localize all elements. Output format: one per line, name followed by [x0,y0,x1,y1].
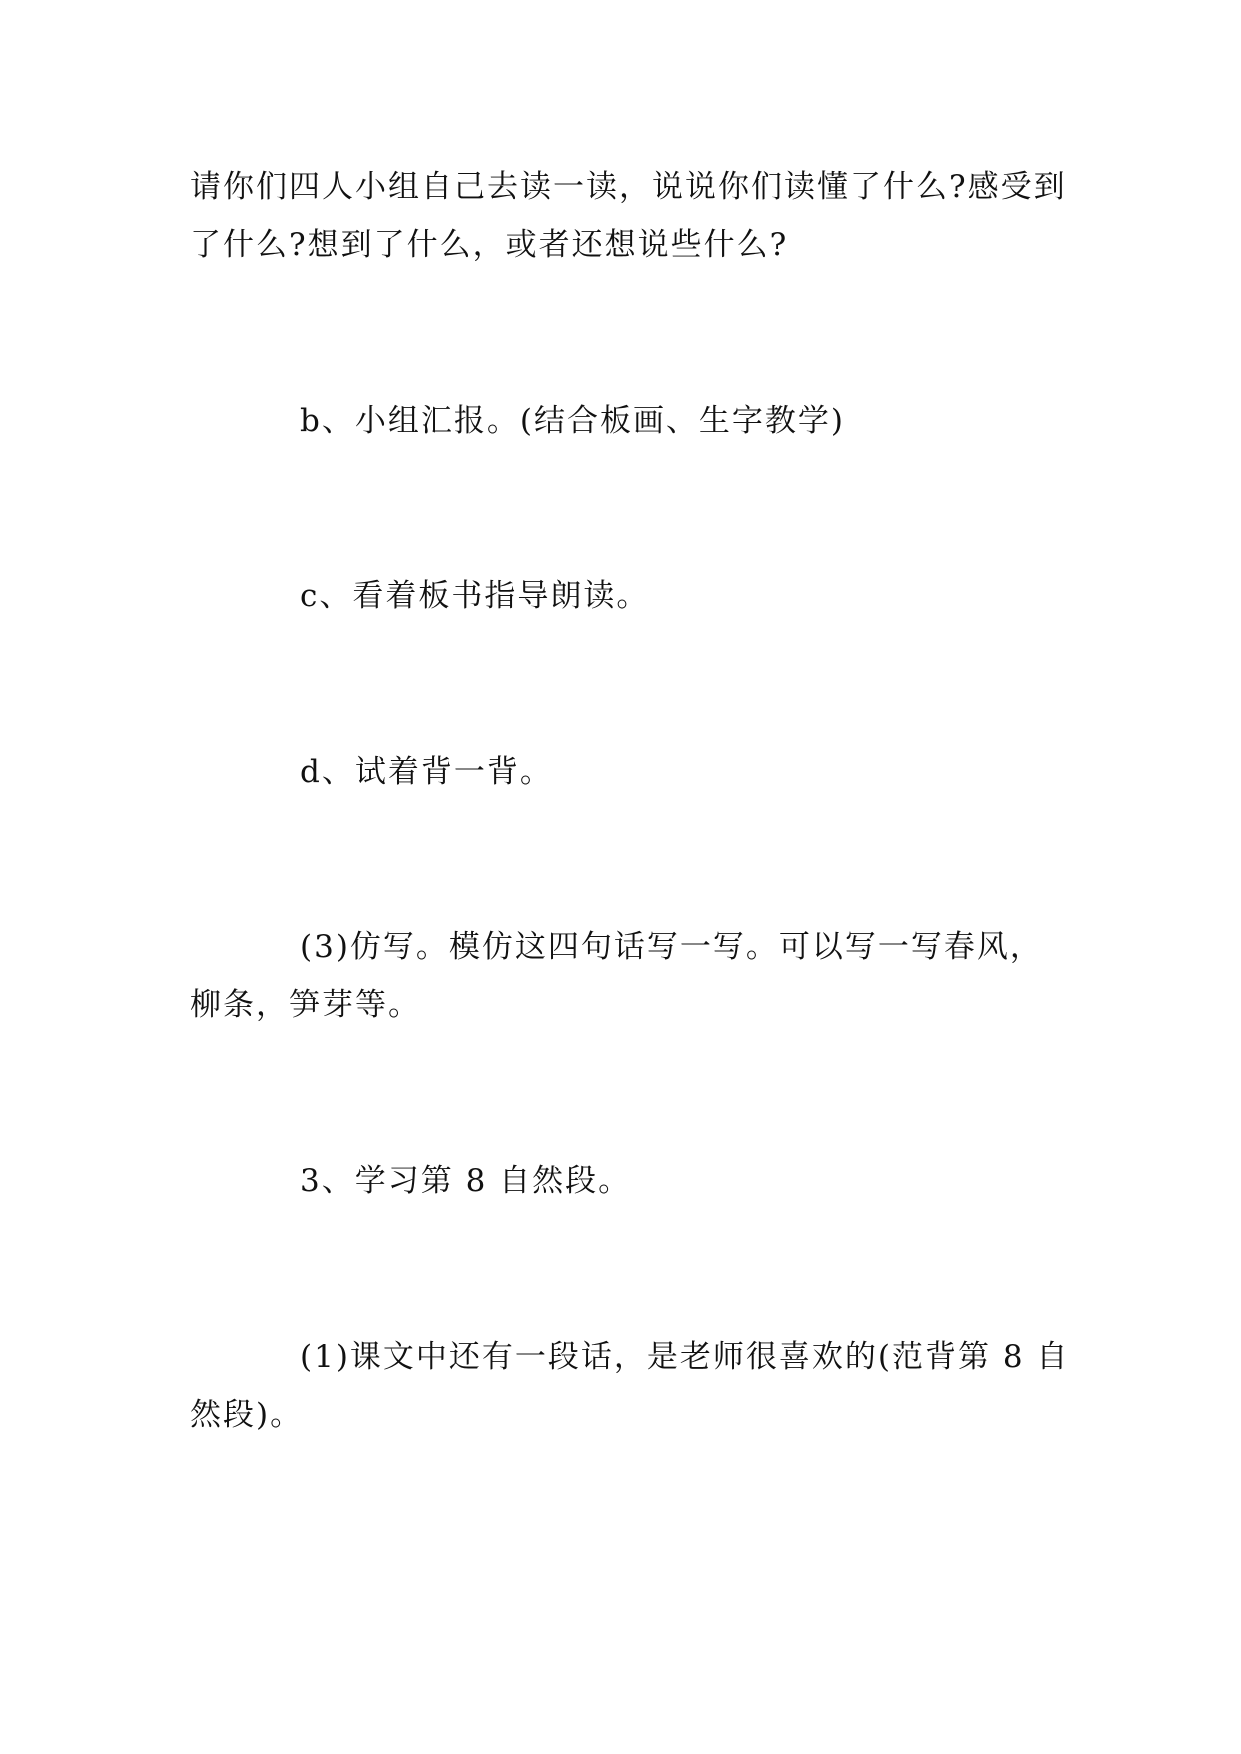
paragraph-group-report: b、小组汇报。(结合板画、生字教学) [300,403,846,439]
paragraph-section-3-heading: 3、学习第 8 自然段。 [300,1163,632,1199]
paragraph-guided-reading: c、看着板书指导朗读。 [300,578,650,614]
paragraph-recite: d、试着背一背。 [300,754,553,790]
paragraph-teacher-favorite: (1)课文中还有一段话，是老师很喜欢的(范背第 8 自然段)。 [190,1339,1070,1433]
paragraph-imitation-writing: (3)仿写。模仿这四句话写一写。可以写一写春风，柳条，笋芽等。 [190,929,1043,1023]
paragraph-reading-task: 请你们四人小组自己去读一读，说说你们读懂了什么?感受到了什么?想到了什么，或者还想说些什么? [190,169,1067,263]
